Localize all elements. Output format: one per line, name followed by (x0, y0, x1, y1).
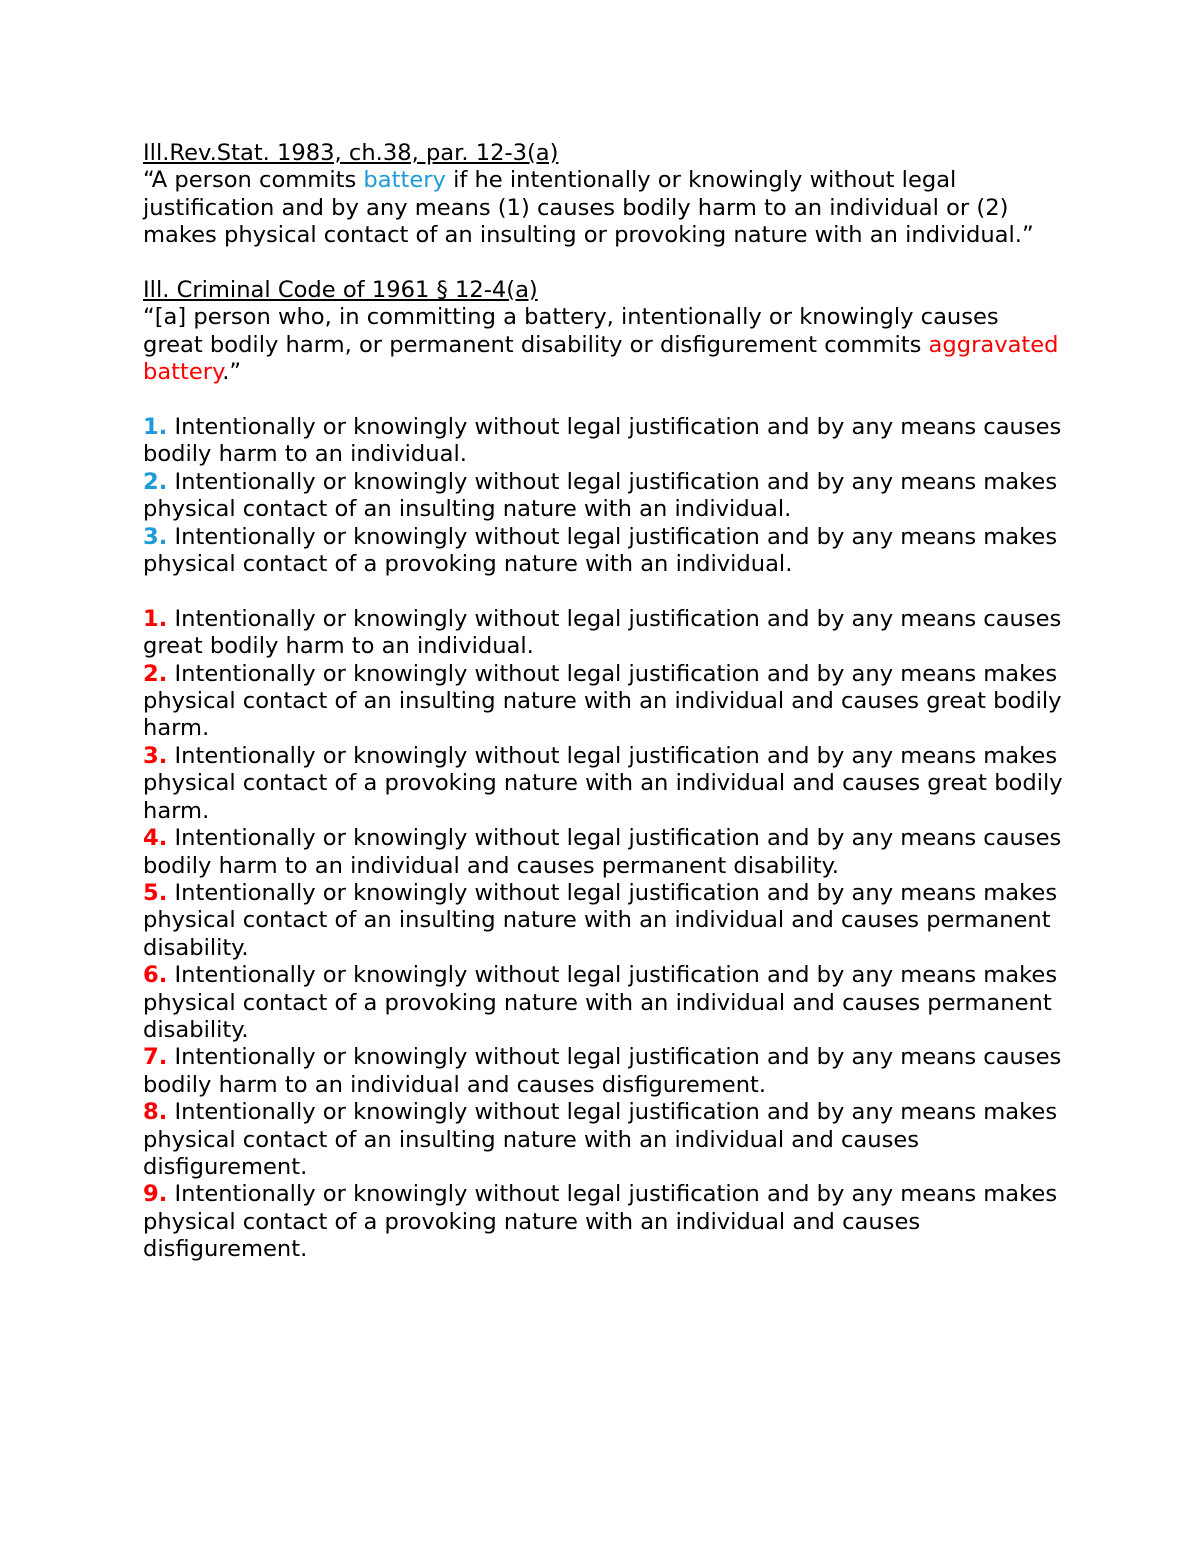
battery-definition-quote (143, 167, 1063, 249)
list-item-number: 2. (143, 660, 168, 687)
list-item (143, 606, 1063, 661)
list-item-text: Intentionally or knowingly without legal justification and by any means makes physical contact of an insulting nature with an individual and causes disfigurement. (143, 1099, 1058, 1180)
list-item (143, 1181, 1063, 1263)
aggravated-battery-elements-list (143, 606, 1063, 1264)
list-item (143, 825, 1063, 880)
list-item-number: 9. (143, 1181, 168, 1208)
list-item (143, 743, 1063, 825)
battery-keyword: battery (363, 167, 446, 194)
list-item (143, 880, 1063, 962)
list-item-text: Intentionally or knowingly without legal justification and by any means makes physical contact of a provoking nature with an individual and causes permanent disability. (143, 962, 1058, 1043)
quote-text: if he intentionally or knowingly without legal justification and by any means (1) causes bodily harm to an individual or (2) makes physical contact of an insulting or provoking nature with an individual.” (143, 167, 1034, 249)
paragraph-spacer (143, 387, 1063, 414)
list-item (143, 661, 1063, 743)
list-item-number: 1. (143, 605, 168, 632)
quote-text: “[a] person who, in committing a battery, intentionally or knowingly causes great bodily harm, or permanent disability or disfigurement commits (143, 304, 999, 358)
list-item-number: 3. (143, 742, 168, 769)
quote-text: .” (222, 359, 242, 386)
list-item-number: 7. (143, 1044, 168, 1071)
statute-heading-battery: Ill.Rev.Stat. 1983, ch.38, par. 12-3(a) (143, 140, 559, 166)
list-item (143, 414, 1063, 469)
list-item (143, 524, 1063, 579)
list-item (143, 1044, 1063, 1099)
list-item-number: 2. (143, 468, 168, 495)
list-item-number: 5. (143, 879, 168, 906)
document-page (143, 140, 1063, 1264)
list-item-number: 4. (143, 825, 168, 852)
list-item (143, 1099, 1063, 1181)
paragraph-spacer (143, 578, 1063, 605)
list-item-number: 1. (143, 414, 168, 441)
list-item-text: Intentionally or knowingly without legal justification and by any means makes physical contact of a provoking nature with an individual. (143, 523, 1058, 578)
list-item-text: Intentionally or knowingly without legal justification and by any means causes bodily harm to an individual and causes disfigurement. (143, 1044, 1062, 1098)
list-item-number: 3. (143, 523, 168, 550)
list-item-text: Intentionally or knowingly without legal justification and by any means makes physical contact of a provoking nature with an individual and causes disfigurement. (143, 1181, 1058, 1263)
list-item-text: Intentionally or knowingly without legal justification and by any means makes physical contact of a provoking nature with an individual and causes great bodily harm. (143, 742, 1063, 824)
statute-heading-aggravated-battery: Ill. Criminal Code of 1961 § 12-4(a) (143, 277, 538, 304)
list-item-text: Intentionally or knowingly without legal justification and by any means causes bodily harm to an individual and causes permanent disability. (143, 825, 1062, 879)
list-item-text: Intentionally or knowingly without legal justification and by any means makes physical contact of an insulting nature with an individual and causes great bodily harm. (143, 660, 1062, 742)
battery-elements-list (143, 414, 1063, 578)
list-item (143, 962, 1063, 1044)
list-item-number: 6. (143, 962, 168, 989)
list-item-text: Intentionally or knowingly without legal justification and by any means makes physical contact of an insulting nature with an individual and causes permanent disability. (143, 879, 1058, 961)
aggravated-battery-definition-quote (143, 304, 1063, 386)
quote-text: “A person commits (143, 167, 364, 194)
list-item-number: 8. (143, 1099, 168, 1126)
list-item-text: Intentionally or knowingly without legal justification and by any means makes physical contact of an insulting nature with an individual. (143, 468, 1058, 523)
list-item (143, 469, 1063, 524)
list-item-text: Intentionally or knowingly without legal justification and by any means causes bodily harm to an individual. (143, 414, 1062, 468)
paragraph-spacer (143, 250, 1063, 277)
list-item-text: Intentionally or knowingly without legal justification and by any means causes great bodily harm to an individual. (143, 605, 1062, 660)
aggravated-battery-keyword: aggravated battery (143, 331, 1059, 386)
